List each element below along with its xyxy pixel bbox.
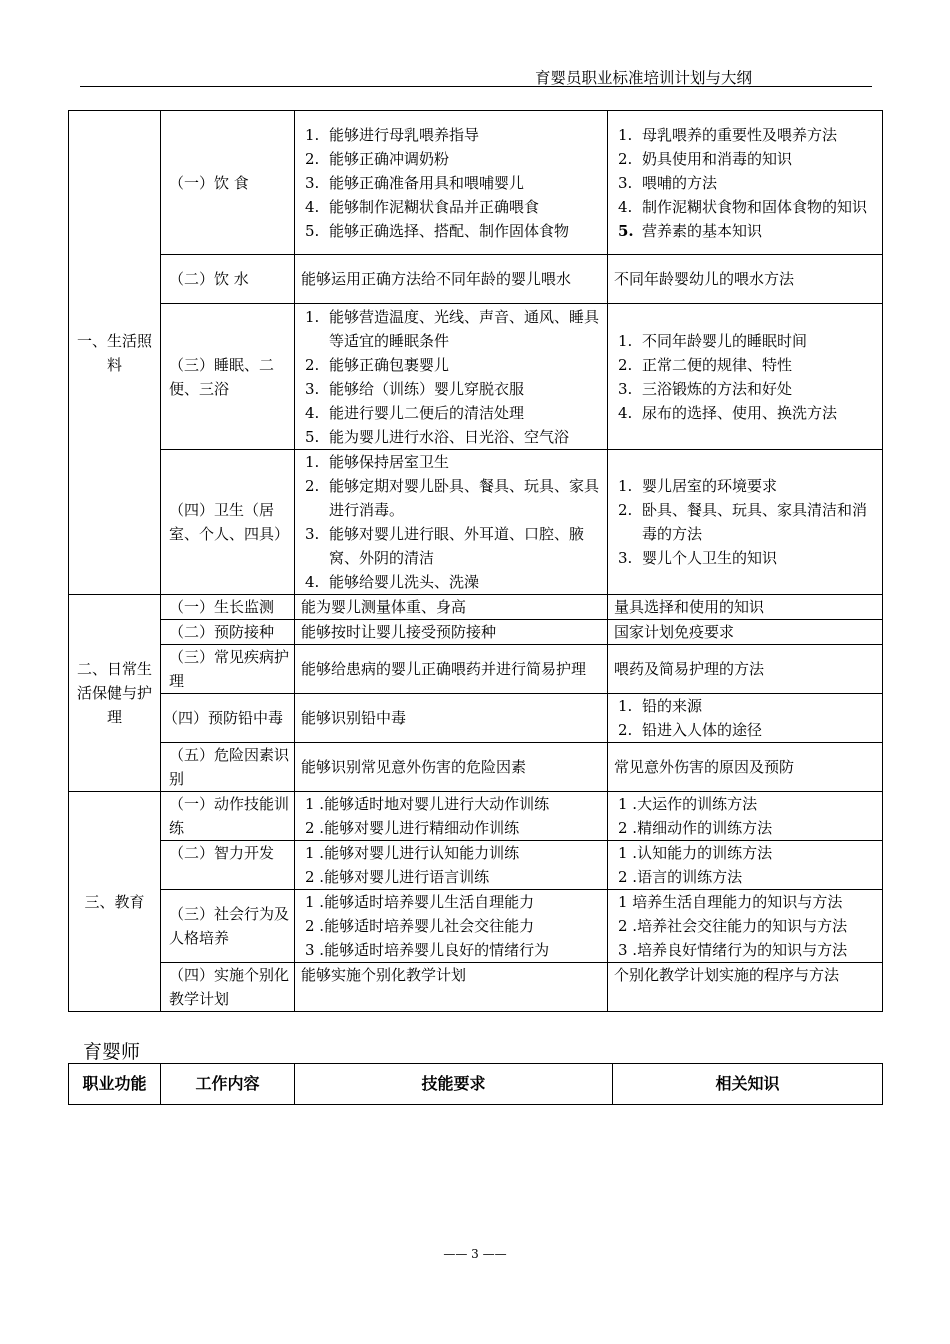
skills-cell — [295, 304, 608, 450]
knowledge-cell — [608, 890, 883, 963]
knowledge-cell: 喂药及简易护理的方法 — [608, 645, 883, 694]
table-row — [69, 743, 883, 792]
table-row — [69, 450, 883, 595]
table-row — [69, 645, 883, 694]
skills-cell: 能够识别铅中毒 — [295, 694, 608, 743]
list-item: 4. 能够制作泥糊状食品并正确喂食 — [305, 197, 540, 216]
list-item: 2. 能够正确包裹婴儿 — [305, 355, 450, 374]
skills-cell — [295, 450, 608, 595]
knowledge-cell — [608, 694, 883, 743]
list-item: 5. 能为婴儿进行水浴、日光浴、空气浴 — [305, 427, 570, 446]
list-item: 2 .精细动作的训练方法 — [618, 819, 773, 837]
list-item: 2 .能够对婴儿进行语言训练 — [305, 868, 490, 886]
task-cell: （四）预防铅中毒 — [161, 694, 295, 743]
list-item: 4. 尿布的选择、使用、换洗方法 — [618, 403, 838, 422]
knowledge-cell — [608, 841, 883, 890]
table-header-row — [69, 1064, 883, 1105]
header-table — [68, 1063, 883, 1105]
list-item: 4. 能够给婴儿洗头、洗澡 — [305, 573, 480, 591]
task-cell: （二）智力开发 — [161, 841, 295, 890]
table-row — [69, 694, 883, 743]
header-rule — [80, 86, 872, 87]
running-header-title: 育婴员职业标准培训计划与大纲 — [534, 69, 752, 87]
list-item: 2 .语言的训练方法 — [618, 868, 743, 886]
list-item: 4. 能进行婴儿二便后的清洁处理 — [305, 403, 525, 422]
list-item: 5. 营养素的基本知识 — [618, 221, 763, 240]
list-item: 1. 铅的来源 — [618, 697, 703, 715]
table-row — [69, 841, 883, 890]
section-title: 育婴师 — [83, 1041, 141, 1063]
table-row — [69, 792, 883, 841]
task-cell: （三）睡眠、二便、三浴 — [161, 304, 295, 450]
list-item: 2. 铅进入人体的途径 — [618, 721, 763, 739]
column-header: 技能要求 — [295, 1064, 613, 1105]
task-cell: （五）危险因素识别 — [161, 743, 295, 792]
list-item: 3. 能够对婴儿进行眼、外耳道、口腔、腋窝、外阴的清洁 — [305, 525, 585, 567]
knowledge-cell — [608, 111, 883, 255]
task-cell: （二）饮 水 — [161, 255, 295, 304]
list-item: 2 .能够适时培养婴儿社会交往能力 — [305, 917, 535, 935]
list-item: 2. 能够正确冲调奶粉 — [305, 149, 450, 168]
task-cell: （三）常见疾病护理 — [161, 645, 295, 694]
list-item: 1. 不同年龄婴儿的睡眠时间 — [618, 331, 808, 350]
page-number: —— 3 —— — [443, 1247, 507, 1261]
skills-cell — [295, 890, 608, 963]
column-header: 职业功能 — [69, 1064, 161, 1105]
table-row — [69, 255, 883, 304]
list-item: 1 .认知能力的训练方法 — [618, 844, 773, 862]
task-cell: （一）饮 食 — [161, 111, 295, 255]
list-item: 4. 制作泥糊状食物和固体食物的知识 — [618, 197, 868, 216]
list-item: 2. 奶具使用和消毒的知识 — [618, 149, 793, 168]
task-cell: （四）实施个别化教学计划 — [161, 963, 295, 1012]
task-cell: （四）卫生（居室、个人、四具） — [161, 450, 295, 595]
list-item: 1. 能够营造温度、光线、声音、通风、睡具等适宜的睡眠条件 — [305, 307, 600, 350]
knowledge-cell — [608, 450, 883, 595]
table-row — [69, 620, 883, 645]
list-item: 1. 婴儿居室的环境要求 — [618, 477, 778, 495]
table-row — [69, 890, 883, 963]
skills-cell — [295, 792, 608, 841]
task-cell: （三）社会行为及人格培养 — [161, 890, 295, 963]
list-item: 1 .能够适时培养婴儿生活自理能力 — [305, 893, 535, 911]
skills-cell: 能够运用正确方法给不同年龄的婴儿喂水 — [295, 255, 608, 304]
list-item: 2 .能够对婴儿进行精细动作训练 — [305, 819, 520, 837]
table-row — [69, 111, 883, 255]
skills-cell: 能够实施个别化教学计划 — [295, 963, 608, 1012]
knowledge-cell: 不同年龄婴幼儿的喂水方法 — [608, 255, 883, 304]
task-cell: （二）预防接种 — [161, 620, 295, 645]
list-item: 5. 能够正确选择、搭配、制作固体食物 — [305, 221, 570, 240]
task-cell: （一）动作技能训练 — [161, 792, 295, 841]
skills-cell — [295, 111, 608, 255]
list-item: 3. 能够正确准备用具和喂哺婴儿 — [305, 173, 525, 192]
table-row — [69, 595, 883, 620]
list-item: 3 .能够适时培养婴儿良好的情绪行为 — [305, 941, 550, 959]
skills-cell: 能为婴儿测量体重、身高 — [295, 595, 608, 620]
skills-cell: 能够识别常见意外伤害的危险因素 — [295, 743, 608, 792]
list-item: 1 .能够适时地对婴儿进行大动作训练 — [305, 795, 550, 813]
list-item: 2. 卧具、餐具、玩具、家具清洁和消毒的方法 — [618, 501, 868, 543]
list-item: 1. 母乳喂养的重要性及喂养方法 — [618, 125, 838, 144]
knowledge-cell: 常见意外伤害的原因及预防 — [608, 743, 883, 792]
list-item: 3. 三浴锻炼的方法和好处 — [618, 379, 793, 398]
skills-cell: 能够给患病的婴儿正确喂药并进行简易护理 — [295, 645, 608, 694]
syllabus-table — [68, 110, 883, 1012]
table-row — [69, 963, 883, 1012]
list-item: 3. 喂哺的方法 — [618, 173, 718, 192]
knowledge-cell — [608, 304, 883, 450]
list-item: 3 .培养良好情绪行为的知识与方法 — [618, 941, 848, 959]
list-item: 1. 能够进行母乳喂养指导 — [305, 125, 480, 144]
knowledge-cell: 量具选择和使用的知识 — [608, 595, 883, 620]
column-header: 工作内容 — [161, 1064, 295, 1105]
category-cell: 二、日常生活保健与护理 — [69, 595, 161, 792]
knowledge-cell — [608, 792, 883, 841]
task-cell: （一）生长监测 — [161, 595, 295, 620]
list-item: 1. 能够保持居室卫生 — [305, 453, 450, 471]
skills-cell — [295, 841, 608, 890]
list-item: 3. 婴儿个人卫生的知识 — [618, 549, 778, 567]
category-cell: 三、教育 — [69, 792, 161, 1012]
list-item: 1 .能够对婴儿进行认知能力训练 — [305, 844, 520, 862]
list-item: 2. 正常二便的规律、特性 — [618, 355, 793, 374]
knowledge-cell: 国家计划免疫要求 — [608, 620, 883, 645]
table-row — [69, 304, 883, 450]
list-item: 2 .培养社会交往能力的知识与方法 — [618, 917, 848, 935]
category-cell: 一、生活照料 — [69, 111, 161, 595]
list-item: 1 培养生活自理能力的知识与方法 — [618, 893, 843, 911]
column-header: 相关知识 — [613, 1064, 883, 1105]
list-item: 3. 能够给（训练）婴儿穿脱衣服 — [305, 379, 525, 398]
list-item: 2. 能够定期对婴儿卧具、餐具、玩具、家具进行消毒。 — [305, 477, 600, 519]
list-item: 1 .大运作的训练方法 — [618, 795, 758, 813]
skills-cell: 能够按时让婴儿接受预防接种 — [295, 620, 608, 645]
knowledge-cell: 个别化教学计划实施的程序与方法 — [608, 963, 883, 1012]
